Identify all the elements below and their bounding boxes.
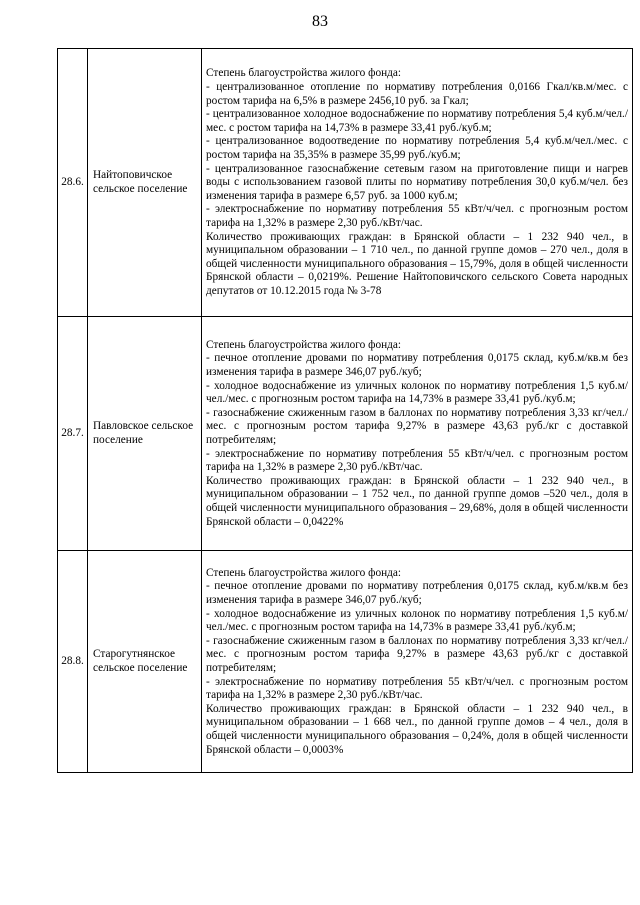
table-row	[58, 49, 633, 317]
description-paragraph: - холодное водоснабжение из уличных колонок по нормативу потребления 1,5 куб.м/чел./мес. с прогнозным ростом тарифа на 14,73% в размере 33,41 руб./куб.м;	[206, 379, 628, 406]
description-paragraph: Количество проживающих граждан: в Брянской области – 1 232 940 чел., в муниципальном образовании – 1 710 чел., по данной группе домов – 270 чел., доля в общей численности муниципального образования – 15,79%, доля в общей численности Брянской области – 0,0219%. Решение Найтоповичского сельского Совета народных депутатов от 10.12.2015 года № 3-78	[206, 230, 628, 297]
description-paragraph: - централизованное водоотведение по нормативу потребления 5,4 куб.м/чел./мес. с ростом тарифа на 35,35% в размере 35,99 руб./куб.м;	[206, 135, 628, 162]
row-description	[202, 317, 633, 551]
description-paragraph: - централизованное газоснабжение сетевым газом на приготовление пищи и нагрев воды с использованием газовой плиты по нормативу потребления 30,0 куб.м/чел. без изменения тарифа в размере 6,57 руб. за 1000 куб.м;	[206, 162, 628, 202]
row-number: 28.6.	[58, 49, 88, 317]
description-paragraph: Степень благоустройства жилого фонда:	[206, 67, 402, 80]
settlement-name: Найтоповичское сельское поселение	[88, 49, 202, 317]
row-number: 28.8.	[58, 551, 88, 773]
description-paragraph: - печное отопление дровами по нормативу потребления 0,0175 склад, куб.м/кв.м без изменения тарифа в размере 346,07 руб./куб;	[206, 352, 628, 379]
description-paragraph: - газоснабжение сжиженным газом в баллонах по нормативу потребления 3,33 кг/чел./мес. с прогнозным ростом тарифа 9,27% в размере 43,63 руб./кг с доставкой потребителям;	[206, 406, 628, 446]
row-number: 28.7.	[58, 317, 88, 551]
description-paragraph: - централизованное холодное водоснабжение по нормативу потребления 5,4 куб.м/чел./мес. с ростом тарифа на 14,73% в размере 33,41 руб./куб.м;	[206, 108, 628, 134]
description-paragraph: - электроснабжение по нормативу потребления 55 кВт/ч/чел. с прогнозным ростом тарифа на 1,32% в размере 2,30 руб./кВт/час.	[206, 675, 628, 702]
settlement-name: Старогутнянское сельское поселение	[88, 551, 202, 773]
description-paragraph: - электроснабжение по нормативу потребления 55 кВт/ч/чел. с прогнозным ростом тарифа на 1,32% в размере 2,30 руб./кВт/час.	[206, 203, 628, 229]
table-row	[58, 551, 633, 773]
row-description	[202, 49, 633, 317]
description-paragraph: Количество проживающих граждан: в Брянской области – 1 232 940 чел., в муниципальном образовании – 1 752 чел., по данной группе домов –520 чел., доля в общей численности муниципального образования – 29,68%, доля в общей численности Брянской области – 0,0422%	[206, 474, 628, 528]
description-paragraph: - печное отопление дровами по нормативу потребления 0,0175 склад, куб.м/кв.м без изменения тарифа в размере 346,07 руб./куб;	[206, 580, 628, 607]
description-paragraph: - холодное водоснабжение из уличных колонок по нормативу потребления 1,5 куб.м/чел./мес. с прогнозным ростом тарифа на 14,73% в размере 33,41 руб./куб.м;	[206, 607, 628, 634]
description-paragraph: - централизованное отопление по нормативу потребления 0,0166 Гкал/кв.м/мес. с ростом тарифа на 6,5% в размере 2456,10 руб. за Гкал;	[206, 81, 628, 107]
row-description	[202, 551, 633, 773]
settlements-table	[57, 48, 633, 773]
table-row	[58, 317, 633, 551]
description-paragraph: - газоснабжение сжиженным газом в баллонах по нормативу потребления 3,33 кг/чел./мес. с прогнозным ростом тарифа 9,27% в размере 43,63 руб./кг с доставкой потребителям;	[206, 634, 628, 674]
description-paragraph: Количество проживающих граждан: в Брянской области – 1 232 940 чел., в муниципальном образовании – 1 668 чел., по данной группе домов – 4 чел., доля в общей численности муниципального образования – 0,24%, доля в общей численности Брянской области – 0,0003%	[206, 702, 628, 756]
settlement-name: Павловское сельское поселение	[88, 317, 202, 551]
description-paragraph: Степень благоустройства жилого фонда:	[206, 566, 402, 579]
description-paragraph: - электроснабжение по нормативу потребления 55 кВт/ч/чел. с прогнозным ростом тарифа на 1,32% в размере 2,30 руб./кВт/час.	[206, 447, 628, 474]
page-number: 83	[312, 13, 328, 30]
description-paragraph: Степень благоустройства жилого фонда:	[206, 338, 402, 351]
